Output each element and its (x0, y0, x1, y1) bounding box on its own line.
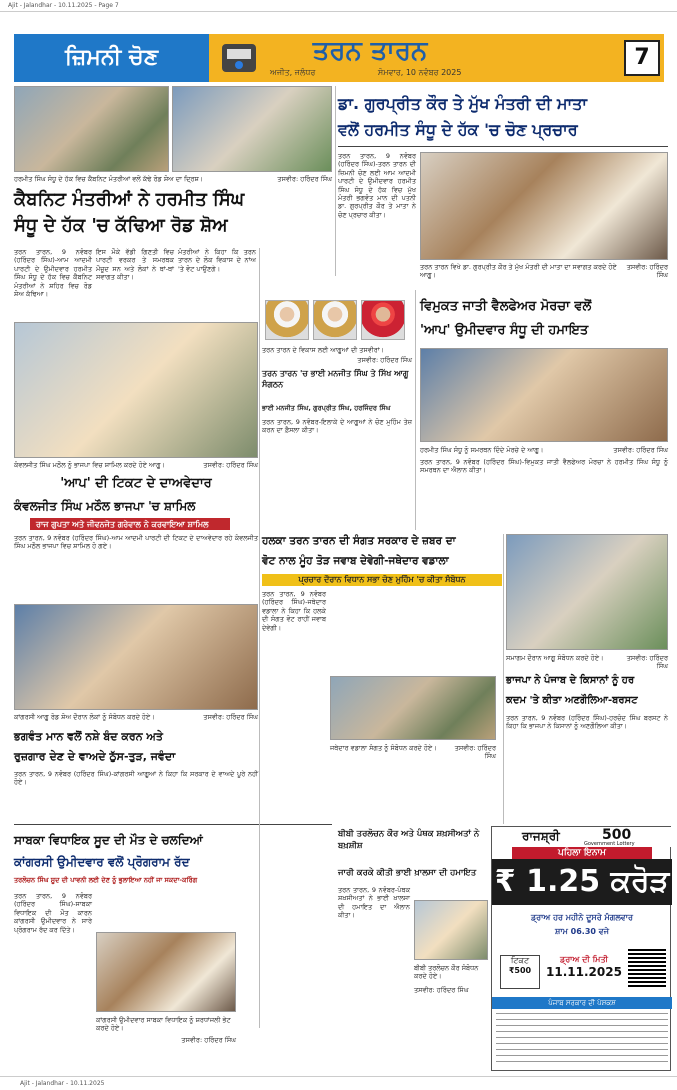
ticket-price-box (500, 955, 540, 989)
draw-date-label: ਡ੍ਰਾਅ ਦੀ ਮਿਤੀ (560, 955, 608, 964)
ticket-price: ₹500 (508, 966, 532, 975)
khalsa-photo (414, 900, 488, 960)
vimukt-credit: ਤਸਵੀਰ: ਹਰਿੰਦਰ ਸਿੰਘ (613, 446, 668, 454)
vimukt-caption: ਹਰਮੀਤ ਸਿੰਘ ਸੰਧੂ ਨੂੰ ਸਮਰਥਨ ਦਿੰਦੇ ਮੋਰਚੇ ਦੇ ਆਗੂ। (420, 446, 544, 454)
khalsa-credit: ਤਸਵੀਰ: ਹਰਿੰਦਰ ਸਿੰਘ (414, 986, 469, 994)
farmers-headline-2: ਕਦਮ 'ਤੇ ਕੀਤਾ ਅਣਗੌਲਿਆ-ਬਰਸਟ (506, 695, 638, 706)
khalsa-headline-2: ਜਾਰੀ ਕਰਕੇ ਕੀਤੀ ਭਾਈ ਖ਼ਾਲਸਾ ਦੀ ਹਮਾਇਤ (338, 868, 477, 878)
portrait-2 (313, 300, 357, 340)
draw-info: ਡ੍ਰਾਅ ਹਰ ਮਹੀਨੇ ਦੂਸਰੇ ਮੰਗਲਵਾਰ (530, 913, 633, 922)
bjp-join-credit: ਤਸਵੀਰ: ਹਰਿੰਦਰ ਸਿੰਘ (203, 461, 258, 469)
lottery-brand-number: 500 (602, 827, 632, 843)
paper-name: ਅਜੀਤ, ਜਲੰਧਰ (270, 68, 316, 77)
bhagwant-body: ਤਰਨ ਤਾਰਨ, 9 ਨਵੰਬਰ (ਹਰਿੰਦਰ ਸਿੰਘ)-ਕਾਂਗਰਸੀ ਆਗੂਆਂ ਨੇ ਕਿਹਾ ਕਿ ਸਰਕਾਰ ਦੇ ਵਾਅਦੇ ਪੂਰੇ ਨਹੀਂ ਹੋਏ। (14, 770, 258, 787)
bhagwant-caption: ਕਾਂਗਰਸੀ ਆਗੂ ਰੋਡ ਸ਼ੋਅ ਦੌਰਾਨ ਲੋਕਾਂ ਨੂੰ ਸੰਬੋਧਨ ਕਰਦੇ ਹੋਏ। (14, 713, 155, 721)
congress-headline-2: ਕਾਂਗਰਸੀ ਉਮੀਦਵਾਰ ਵਲੋਂ ਪ੍ਰੋਗਰਾਮ ਰੱਦ (14, 855, 190, 869)
congress-caption: ਕਾਂਗਰਸੀ ਉਮੀਦਵਾਰ ਸਾਬਕਾ ਵਿਧਾਇਕ ਨੂੰ ਸ਼ਰਧਾਂਜਲੀ ਭੇਟ ਕਰਦੇ ਹੋਏ। (96, 1016, 231, 1032)
vimukt-body: ਤਰਨ ਤਾਰਨ, 9 ਨਵੰਬਰ (ਹਰਿੰਦਰ ਸਿੰਘ)-ਵਿਮੁਕਤ ਜਾਤੀ ਵੈਲਫੇਅਰ ਮੋਰਚਾ ਨੇ ਹਰਮੀਤ ਸਿੰਘ ਸੰਧੂ ਨੂੰ ਸਮਰਥਨ ਦਾ ਐਲਾਨ ਕੀਤਾ। (420, 458, 668, 475)
bjp-join-caption: ਕੰਵਲਜੀਤ ਸਿੰਘ ਮਠੌਲ ਨੂੰ ਭਾਜਪਾ ਵਿਚ ਸ਼ਾਮਿਲ ਕਰਦੇ ਹੋਏ ਆਗੂ। (14, 461, 165, 469)
sangat-credit: ਤਸਵੀਰ: ਹਰਿੰਦਰ ਸਿੰਘ (454, 744, 496, 760)
congress-credit: ਤਸਵੀਰ: ਹਰਿੰਦਰ ਸਿੰਘ (181, 1036, 236, 1044)
draw-date: 11.11.2025 (546, 965, 622, 979)
vimukt-photo (420, 348, 668, 442)
bjp-join-headline-1: 'ਆਪ' ਦੀ ਟਿਕਟ ਦੇ ਦਾਅਵੇਦਾਰ (60, 476, 212, 491)
issue-date: ਸੋਮਵਾਰ, 10 ਨਵੰਬਰ 2025 (377, 68, 462, 77)
city-title: ਤਰਨ ਤਾਰਨ (312, 36, 428, 66)
cm-mother-headline-1: ਡਾ. ਗੁਰਪ੍ਰੀਤ ਕੌਰ ਤੇ ਮੁੱਖ ਮੰਤਰੀ ਦੀ ਮਾਤਾ (338, 94, 587, 113)
portrait-3 (361, 300, 405, 340)
bjp-join-headline-2: ਕੰਵਲਜੀਤ ਸਿੰਘ ਮਠੌਲ ਭਾਜਪਾ 'ਚ ਸ਼ਾਮਿਲ (14, 499, 196, 513)
portrait-1 (265, 300, 309, 340)
farmers-caption: ਸਮਾਗਮ ਦੌਰਾਨ ਆਗੂ ਸੰਬੋਧਨ ਕਰਦੇ ਹੋਏ। (506, 654, 604, 662)
congress-subline: ਤਰਲੋਚਨ ਸਿੰਘ ਸੂਦ ਦੀ ਪਾਵਨੀ ਲਈ ਦੇਣ ਨੂੰ ਭੁਲਾਇਆ ਨਹੀਂ ਜਾ ਸਕਦਾ-ਕਰਿੰਗ (14, 876, 198, 884)
cm-mother-headline-2: ਵਲੋਂ ਹਰਮੀਤ ਸੰਧੂ ਦੇ ਹੱਕ 'ਚ ਚੋਣ ਪ੍ਰਚਾਰ (338, 120, 578, 139)
bhagwant-credit: ਤਸਵੀਰ: ਹਰਿੰਦਰ ਸਿੰਘ (203, 713, 258, 721)
lottery-subbrand: Government Lottery (584, 841, 635, 847)
farmers-credit: ਤਸਵੀਰ: ਹਰਿੰਦਰ ਸਿੰਘ (626, 654, 668, 670)
farmers-body: ਤਰਨ ਤਾਰਨ, 9 ਨਵੰਬਰ (ਹਰਿੰਦਰ ਸਿੰਘ)-ਹਰਚੰਦ ਸਿੰਘ ਬਰਸਟ ਨੇ ਕਿਹਾ ਕਿ ਭਾਜਪਾ ਨੇ ਕਿਸਾਨਾਂ ਨੂੰ ਅਣਗੌਲਿਆ ਕੀਤਾ। (506, 714, 668, 731)
portraits-subline: ਭਾਈ ਮਨਜੀਤ ਸਿੰਘ, ਗੁਰਪ੍ਰੀਤ ਸਿੰਘ, ਹਰਜਿੰਦਰ ਸਿੰਘ (262, 404, 391, 412)
lottery-ad (491, 826, 671, 1071)
portraits-credit: ਤਸਵੀਰ: ਹਰਿੰਦਰ ਸਿੰਘ (357, 356, 412, 364)
roadshow-col-3: ਮੰਤਰੀਆਂ ਨੇ ਕਿਹਾ ਕਿ ਤਰਨ ਤਾਰਨ ਦੇ ਲੋਕ ਵਿਕਾਸ ਦੇ ਨਾਂਅ 'ਤੇ ਵੋਟ ਪਾਉਣਗੇ। (178, 248, 256, 273)
bhagwant-photo (14, 604, 258, 710)
sangat-body: ਤਰਨ ਤਾਰਨ, 9 ਨਵੰਬਰ (ਹਰਿੰਦਰ ਸਿੰਘ)-ਜਥੇਦਾਰ ਵਡਾਲਾ ਨੇ ਕਿਹਾ ਕਿ ਹਲਕੇ ਦੀ ਸੰਗਤ ਵੋਟ ਰਾਹੀਂ ਜਵਾਬ ਦੇਵੇਗੀ। (262, 590, 326, 632)
draw-time: ਸ਼ਾਮ 06.30 ਵਜੇ (555, 927, 609, 936)
column-rule (415, 290, 416, 530)
portraits-caption: ਤਰਨ ਤਾਰਨ ਦੇ ਵਿਕਾਸ ਲਈ ਆਗੂਆਂ ਦੀ ਤਸਵੀਰਾਂ। (262, 346, 385, 354)
lottery-footer: ਪੰਜਾਬ ਸਰਕਾਰ ਦੀ ਪੇਸ਼ਕਸ਼ (492, 997, 672, 1009)
ticket-label: ਟਿਕਟ (510, 956, 530, 965)
congress-body: ਤਰਨ ਤਾਰਨ, 9 ਨਵੰਬਰ (ਹਰਿੰਦਰ ਸਿੰਘ)-ਸਾਬਕਾ ਵਿਧਾਇਕ ਦੀ ਮੌਤ ਕਾਰਨ ਕਾਂਗਰਸੀ ਉਮੀਦਵਾਰ ਨੇ ਸਾਰੇ ਪ੍ਰੋਗਰਾਮ ਰੱਦ ਕਰ ਦਿੱਤੇ। (14, 892, 92, 934)
section-title: ਜ਼ਿਮਨੀ ਚੋਣ (14, 34, 209, 82)
column-rule (259, 248, 260, 1028)
bjp-join-body: ਤਰਨ ਤਾਰਨ, 9 ਨਵੰਬਰ (ਹਰਿੰਦਰ ਸਿੰਘ)-ਆਮ ਆਦਮੀ ਪਾਰਟੀ ਦੀ ਟਿਕਟ ਦੇ ਦਾਅਵੇਦਾਰ ਰਹੇ ਕੰਵਲਜੀਤ ਸਿੰਘ ਮਠੌਲ ਭਾਜਪਾ ਵਿਚ ਸ਼ਾਮਿਲ ਹੋ ਗਏ। (14, 534, 258, 551)
divider (14, 824, 332, 825)
congress-headline-1: ਸਾਬਕਾ ਵਿਧਾਇਕ ਸੂਦ ਦੀ ਮੌਤ ਦੇ ਚਲਦਿਆਂ (14, 833, 203, 847)
cm-mother-body: ਤਰਨ ਤਾਰਨ, 9 ਨਵੰਬਰ (ਹਰਿੰਦਰ ਸਿੰਘ)-ਤਰਨ ਤਾਰਨ ਦੀ ਜ਼ਿਮਨੀ ਚੋਣ ਲਈ ਆਮ ਆਦਮੀ ਪਾਰਟੀ ਦੇ ਉਮੀਦਵਾਰ ਹਰਮੀਤ ਸਿੰਘ ਸੰਧੂ ਦੇ ਹੱਕ ਵਿਚ ਮੁੱਖ ਮੰਤਰੀ ਭਗਵੰਤ ਮਾਨ ਦੀ ਪਤਨੀ ਡਾ. ਗੁਰਪ੍ਰੀਤ ਕੌਰ ਤੇ ਮਾਤਾ ਨੇ ਚੋਣ ਪ੍ਰਚਾਰ ਕੀਤਾ। (338, 152, 416, 219)
qr-code (628, 949, 666, 987)
roadshow-col-1: ਤਰਨ ਤਾਰਨ, 9 ਨਵੰਬਰ (ਹਰਿੰਦਰ ਸਿੰਘ)-ਆਮ ਆਦਮੀ ਪਾਰਟੀ ਦੇ ਉਮੀਦਵਾਰ ਹਰਮੀਤ ਸਿੰਘ ਸੰਧੂ ਦੇ ਹੱਕ ਵਿਚ ਕੈਬਨਿਟ ਮੰਤਰੀਆਂ ਨੇ ਸ਼ਹਿਰ ਵਿਚ ਰੋਡ ਸ਼ੋਅ ਕੱਢਿਆ। (14, 248, 92, 299)
roadshow-headline-2: ਸੰਧੂ ਦੇ ਹੱਕ 'ਚ ਕੱਢਿਆ ਰੋਡ ਸ਼ੋਅ (14, 215, 228, 236)
roadshow-col-2: ਇਸ ਮੌਕੇ ਵੱਡੀ ਗਿਣਤੀ ਵਿਚ ਪਾਰਟੀ ਵਰਕਰ ਤੇ ਸਮਰਥਕ ਮੌਜੂਦ ਸਨ ਅਤੇ ਲੋਕਾਂ ਨੇ ਥਾਂ-ਥਾਂ ਸਵਾਗਤ ਕੀਤਾ। (96, 248, 174, 282)
farmers-photo (506, 534, 668, 650)
lottery-brand-bar (492, 827, 672, 847)
portraits-headline: ਤਰਨ ਤਾਰਨ 'ਚ ਭਾਈ ਮਨਜੀਤ ਸਿੰਘ ਤੇ ਸਿੱਖ ਆਗੂ ਸੰਗਠਨ (262, 369, 409, 389)
roadshow-credit: ਤਸਵੀਰ: ਹਰਿੰਦਰ ਸਿੰਘ (277, 175, 332, 183)
vimukt-headline-2: 'ਆਪ' ਉਮੀਦਵਾਰ ਸੰਧੂ ਦੀ ਹਮਾਇਤ (420, 323, 589, 338)
roadshow-headline-1: ਕੈਬਨਿਟ ਮੰਤਰੀਆਂ ਨੇ ਹਰਮੀਤ ਸਿੰਘ (14, 189, 245, 210)
khalsa-caption: ਬੀਬੀ ਤਰਲੋਚਨ ਕੌਰ ਸੰਬੋਧਨ ਕਰਦੇ ਹੋਏ। (414, 964, 479, 980)
cm-mother-credit: ਤਸਵੀਰ: ਹਰਿੰਦਰ ਸਿੰਘ (626, 263, 668, 279)
portraits-body: ਤਰਨ ਤਾਰਨ, 9 ਨਵੰਬਰ-ਇਲਾਕੇ ਦੇ ਆਗੂਆਂ ਨੇ ਚੋਣ ਮੁਹਿੰਮ ਤੇਜ਼ ਕਰਨ ਦਾ ਫ਼ੈਸਲਾ ਕੀਤਾ। (262, 418, 412, 435)
lottery-fine-print (496, 1013, 668, 1067)
roadshow-photo-2 (172, 86, 332, 172)
column-rule (335, 86, 336, 276)
sangat-headline-1: ਹਲਕਾ ਤਰਨ ਤਾਰਨ ਦੀ ਸੰਗਤ ਸਰਕਾਰ ਦੇ ਜ਼ਬਰ ਦਾ (262, 535, 456, 547)
cm-mother-caption: ਤਰਨ ਤਾਰਨ ਵਿਖੇ ਡਾ. ਗੁਰਪ੍ਰੀਤ ਕੌਰ ਤੇ ਮੁੱਖ ਮੰਤਰੀ ਦੀ ਮਾਤਾ ਦਾ ਸਵਾਗਤ ਕਰਦੇ ਹੋਏ ਆਗੂ। (420, 263, 617, 279)
sangat-banner: ਪ੍ਰਚਾਰ ਦੌਰਾਨ ਵਿਧਾਨ ਸਭਾ ਚੋਣ ਮੁਹਿੰਮ 'ਚ ਕੀਤਾ ਸੰਬੋਧਨ (262, 574, 502, 586)
sangat-caption: ਜਥੇਦਾਰ ਵਡਾਲਾ ਸੰਗਤ ਨੂੰ ਸੰਬੋਧਨ ਕਰਦੇ ਹੋਏ। (330, 744, 437, 752)
cm-mother-photo (420, 152, 668, 260)
farmers-headline-1: ਭਾਜਪਾ ਨੇ ਪੰਜਾਬ ਦੇ ਕਿਸਾਨਾਂ ਨੂੰ ਹਰ (506, 675, 635, 686)
sangat-headline-2: ਵੋਟ ਨਾਲ ਮੂੰਹ ਤੋੜ ਜਵਾਬ ਦੇਵੇਗੀ-ਜਥੇਦਾਰ ਵਡਾਲਾ (262, 555, 449, 567)
divider (338, 146, 668, 147)
bhagwant-headline-1: ਭਗਵੰਤ ਮਾਨ ਵਲੋਂ ਨਸ਼ੇ ਬੰਦ ਕਰਨ ਅਤੇ (14, 730, 163, 743)
voting-machine-icon (214, 38, 264, 78)
roadshow-caption: ਹਰਮੀਤ ਸਿੰਘ ਸੰਧੂ ਦੇ ਹੱਕ ਵਿਚ ਕੈਬਨਿਟ ਮੰਤਰੀਆਂ ਵਲੋਂ ਕੱਢੇ ਰੋਡ ਸ਼ੋਅ ਦਾ ਦ੍ਰਿਸ਼। (14, 175, 204, 183)
bhagwant-headline-2: ਰੁਜ਼ਗਾਰ ਦੇਣ ਦੇ ਵਾਅਦੇ ਠੁੱਸ-ਤੁੜ, ਜਵੰਦਾ (14, 750, 176, 763)
sangat-photo (330, 676, 496, 740)
lottery-brand: ਰਾਜਸ਼੍ਰੀ (522, 829, 560, 843)
draw-date-box (546, 955, 622, 989)
print-footer-strip: Ajit - Jalandhar - 10.11.2025 (0, 1076, 677, 1089)
bjp-join-banner: ਰਾਜ ਗੁਪਤਾ ਅਤੇ ਜੀਵਨਜੋਤ ਗਰੇਵਾਲ ਨੇ ਕਰਵਾਇਆ ਸ਼ਾਮਿਲ (30, 518, 230, 530)
congress-photo (96, 932, 236, 1012)
khalsa-body: ਤਰਨ ਤਾਰਨ, 9 ਨਵੰਬਰ-ਪੰਥਕ ਸ਼ਖ਼ਸੀਅਤਾਂ ਨੇ ਭਾਈ ਖ਼ਾਲਸਾ ਦੀ ਹਮਾਇਤ ਦਾ ਐਲਾਨ ਕੀਤਾ। (338, 886, 410, 920)
vimukt-headline-1: ਵਿਮੁਕਤ ਜਾਤੀ ਵੈਲਫੇਅਰ ਮੋਰਚਾ ਵਲੋਂ (420, 299, 592, 314)
roadshow-photo-1 (14, 86, 169, 172)
masthead-dateline (270, 68, 590, 82)
print-metadata-strip: Ajit - Jalandhar - 10.11.2025 - Page 7 (0, 0, 677, 12)
column-rule (503, 534, 504, 824)
khalsa-headline-1: ਬੀਬੀ ਤਰਲੋਚਨ ਕੌਰ ਅਤੇ ਪੰਥਕ ਸ਼ਖ਼ਸੀਅਤਾਂ ਨੇ ਬਖ਼ਸ਼ੀਸ਼ (338, 829, 480, 851)
prize-amount: ₹ 1.25 ਕਰੋੜ (492, 859, 672, 905)
bjp-join-photo (14, 322, 258, 458)
prize-label: ਪਹਿਲਾ ਇਨਾਮ (512, 847, 652, 860)
page-number: 7 (624, 40, 660, 76)
